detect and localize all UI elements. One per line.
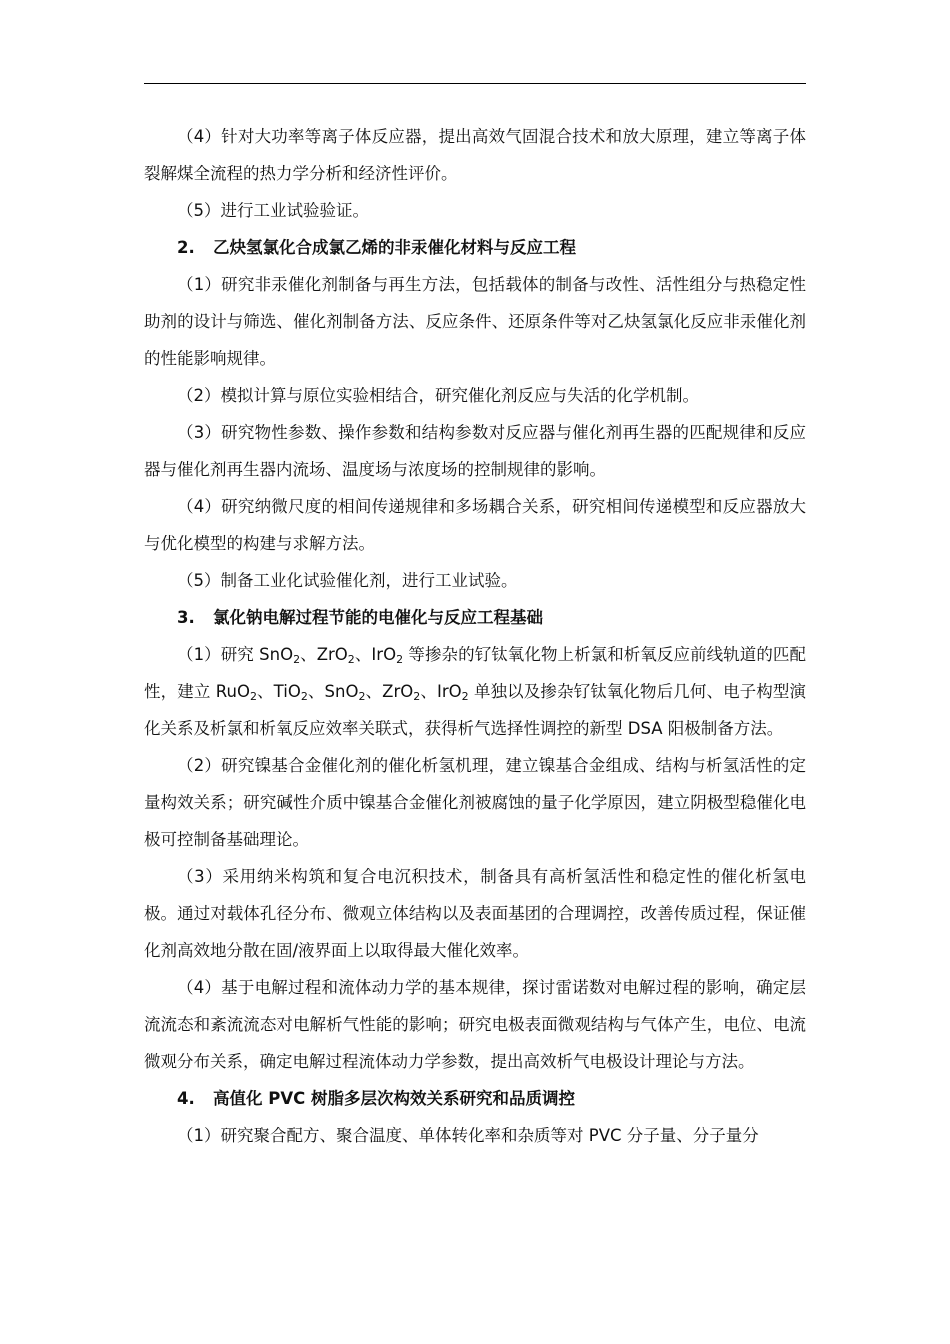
heading-title: 乙炔氢氯化合成氯乙烯的非汞催化材料与反应工程 (213, 238, 576, 257)
heading-number: 4. (177, 1089, 195, 1108)
paragraph: （4）针对大功率等离子体反应器，提出高效气固混合技术和放大原理，建立等离子体裂解煤全流程的热力学分析和经济性评价。 (144, 127, 806, 183)
paragraph: （1）研究非汞催化剂制备与再生方法，包括载体的制备与改性、活性组分与热稳定性助剂的设计与筛选、催化剂制备方法、反应条件、还原条件等对乙炔氢氯化反应非汞催化剂的性能影响规律。 (144, 275, 806, 368)
heading-number: 2. (177, 238, 195, 257)
section-heading-4 (144, 1080, 806, 1117)
paragraph-formulas: （1）研究 SnO$_2$、ZrO$_2$、IrO$_2$ 等掺杂的钌钛氧化物上析氯和析氧反应前线轨道的匹配性，建立 RuO$_2$、TiO$_2$、SnO$_2$、ZrO$_2$、IrO$_2$ 单独以及掺杂钌钛氧化物后几何、电子构型演化关系及析氯和析氧反应效率关联式，获得析气选择性调控的新型 DSA 阳极制备方法。 (144, 645, 806, 738)
paragraph: （1）研究聚合配方、聚合温度、单体转化率和杂质等对 PVC 分子量、分子量分 (177, 1126, 759, 1145)
paragraph: （5）制备工业化试验催化剂，进行工业试验。 (177, 571, 518, 590)
paragraph: （3）研究物性参数、操作参数和结构参数对反应器与催化剂再生器的匹配规律和反应器与催化剂再生器内流场、温度场与浓度场的控制规律的影响。 (144, 423, 806, 479)
heading-number: 3. (177, 608, 195, 627)
header-rule (144, 83, 806, 84)
heading-title: 氯化钠电解过程节能的电催化与反应工程基础 (213, 608, 543, 627)
heading-title: 高值化 PVC 树脂多层次构效关系研究和品质调控 (213, 1089, 575, 1108)
paragraph: （2）研究镍基合金催化剂的催化析氢机理，建立镍基合金组成、结构与析氢活性的定量构效关系；研究碱性介质中镍基合金催化剂被腐蚀的量子化学原因，建立阴极型稳催化电极可控制备基础理论。 (144, 756, 806, 849)
document-body (144, 118, 806, 1154)
section-heading-2 (144, 229, 806, 266)
section-heading-3 (144, 599, 806, 636)
paragraph: （5）进行工业试验验证。 (177, 201, 369, 220)
paragraph: （2）模拟计算与原位实验相结合，研究催化剂反应与失活的化学机制。 (177, 386, 699, 405)
paragraph: （4）基于电解过程和流体动力学的基本规律，探讨雷诺数对电解过程的影响，确定层流流态和紊流流态对电解析气性能的影响；研究电极表面微观结构与气体产生，电位、电流微观分布关系，确定电解过程流体动力学参数，提出高效析气电极设计理论与方法。 (144, 978, 806, 1071)
paragraph: （3）采用纳米构筑和复合电沉积技术，制备具有高析氢活性和稳定性的催化析氢电极。通过对载体孔径分布、微观立体结构以及表面基团的合理调控，改善传质过程，保证催化剂高效地分散在固/液界面上以取得最大催化效率。 (144, 867, 806, 960)
paragraph: （4）研究纳微尺度的相间传递规律和多场耦合关系，研究相间传递模型和反应器放大与优化模型的构建与求解方法。 (144, 497, 806, 553)
